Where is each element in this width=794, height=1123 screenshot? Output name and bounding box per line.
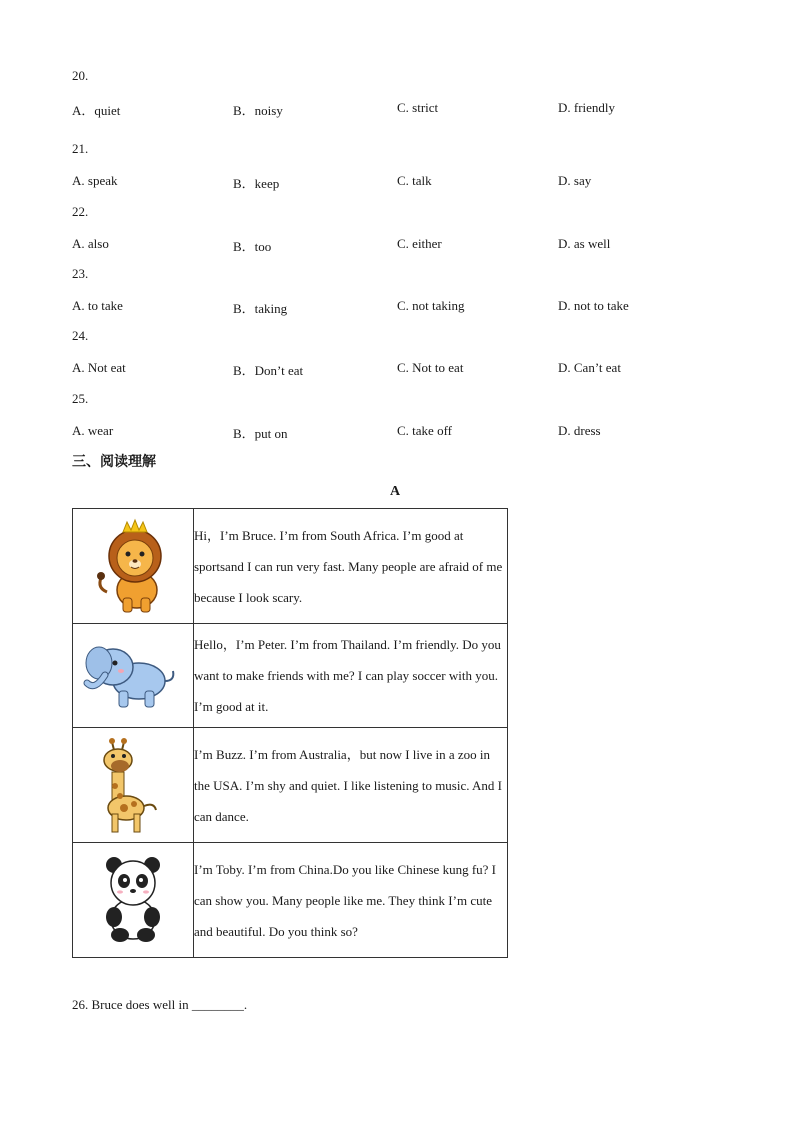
option-b: B．noisy: [233, 103, 283, 118]
option-c: C. either: [397, 236, 442, 251]
lion-icon: [93, 518, 173, 614]
profile-text: Hi，I’m Bruce. I’m from South Africa. I’m good at sportsand I can run very fast. Many people are afraid of me because I look scary.: [194, 509, 508, 624]
profile-row-peter: [73, 624, 508, 728]
option-d: D. friendly: [558, 100, 616, 115]
profile-row-buzz: [73, 728, 508, 843]
option-d: D. as well: [558, 236, 611, 251]
profile-row-toby: [73, 843, 508, 958]
profile-text: I’m Toby. I’m from China.Do you like Chinese kung fu? I can show you. Many people like me. They think I’m cute and beautiful. Do you think so?: [194, 843, 508, 958]
option-b: B．too: [233, 239, 272, 254]
option-b: B．taking: [233, 301, 288, 316]
option-b: B．keep: [233, 176, 280, 191]
option-d: D. Can’t eat: [558, 360, 621, 375]
giraffe-icon: [100, 736, 166, 834]
question-number: 21.: [72, 141, 89, 156]
profile-picture: [73, 509, 194, 624]
option-c: C. take off: [397, 423, 452, 438]
profile-table: [72, 508, 508, 958]
profile-row-bruce: [73, 509, 508, 624]
option-a: A．quiet: [72, 103, 121, 118]
option-c: C. not taking: [397, 298, 465, 313]
option-b: B．put on: [233, 426, 288, 441]
option-d: D. say: [558, 173, 592, 188]
profile-text: I’m Buzz. I’m from Australia，but now I live in a zoo in the USA. I’m shy and quiet. I like listening to music. And I can dance.: [194, 728, 508, 843]
question-number: 23.: [72, 266, 89, 281]
panda-icon: [100, 855, 166, 945]
profile-picture: [73, 843, 194, 958]
option-a: A. speak: [72, 173, 118, 188]
passage-label: A: [390, 484, 401, 499]
question-number: 20.: [72, 68, 89, 83]
question-number: 22.: [72, 204, 89, 219]
option-d: D. not to take: [558, 298, 629, 313]
option-c: C. Not to eat: [397, 360, 464, 375]
section-title: 三、阅读理解: [72, 454, 156, 470]
option-c: C. strict: [397, 100, 439, 115]
profile-picture: [73, 728, 194, 843]
option-a: A. Not eat: [72, 360, 126, 375]
question-number: 24.: [72, 328, 89, 343]
option-d: D. dress: [558, 423, 601, 438]
option-c: C. talk: [397, 173, 432, 188]
option-b: B．Don’t eat: [233, 363, 304, 378]
elephant-icon: [83, 641, 183, 711]
profile-picture: [73, 624, 194, 728]
profile-text: Hello，I’m Peter. I’m from Thailand. I’m friendly. Do you want to make friends with me? I can play soccer with you. I’m good at it.: [194, 624, 508, 728]
question-number: 25.: [72, 391, 89, 406]
option-a: A. wear: [72, 423, 114, 438]
option-a: A. to take: [72, 298, 123, 313]
question-26: 26. Bruce does well in ________.: [72, 997, 248, 1012]
option-a: A. also: [72, 236, 109, 251]
